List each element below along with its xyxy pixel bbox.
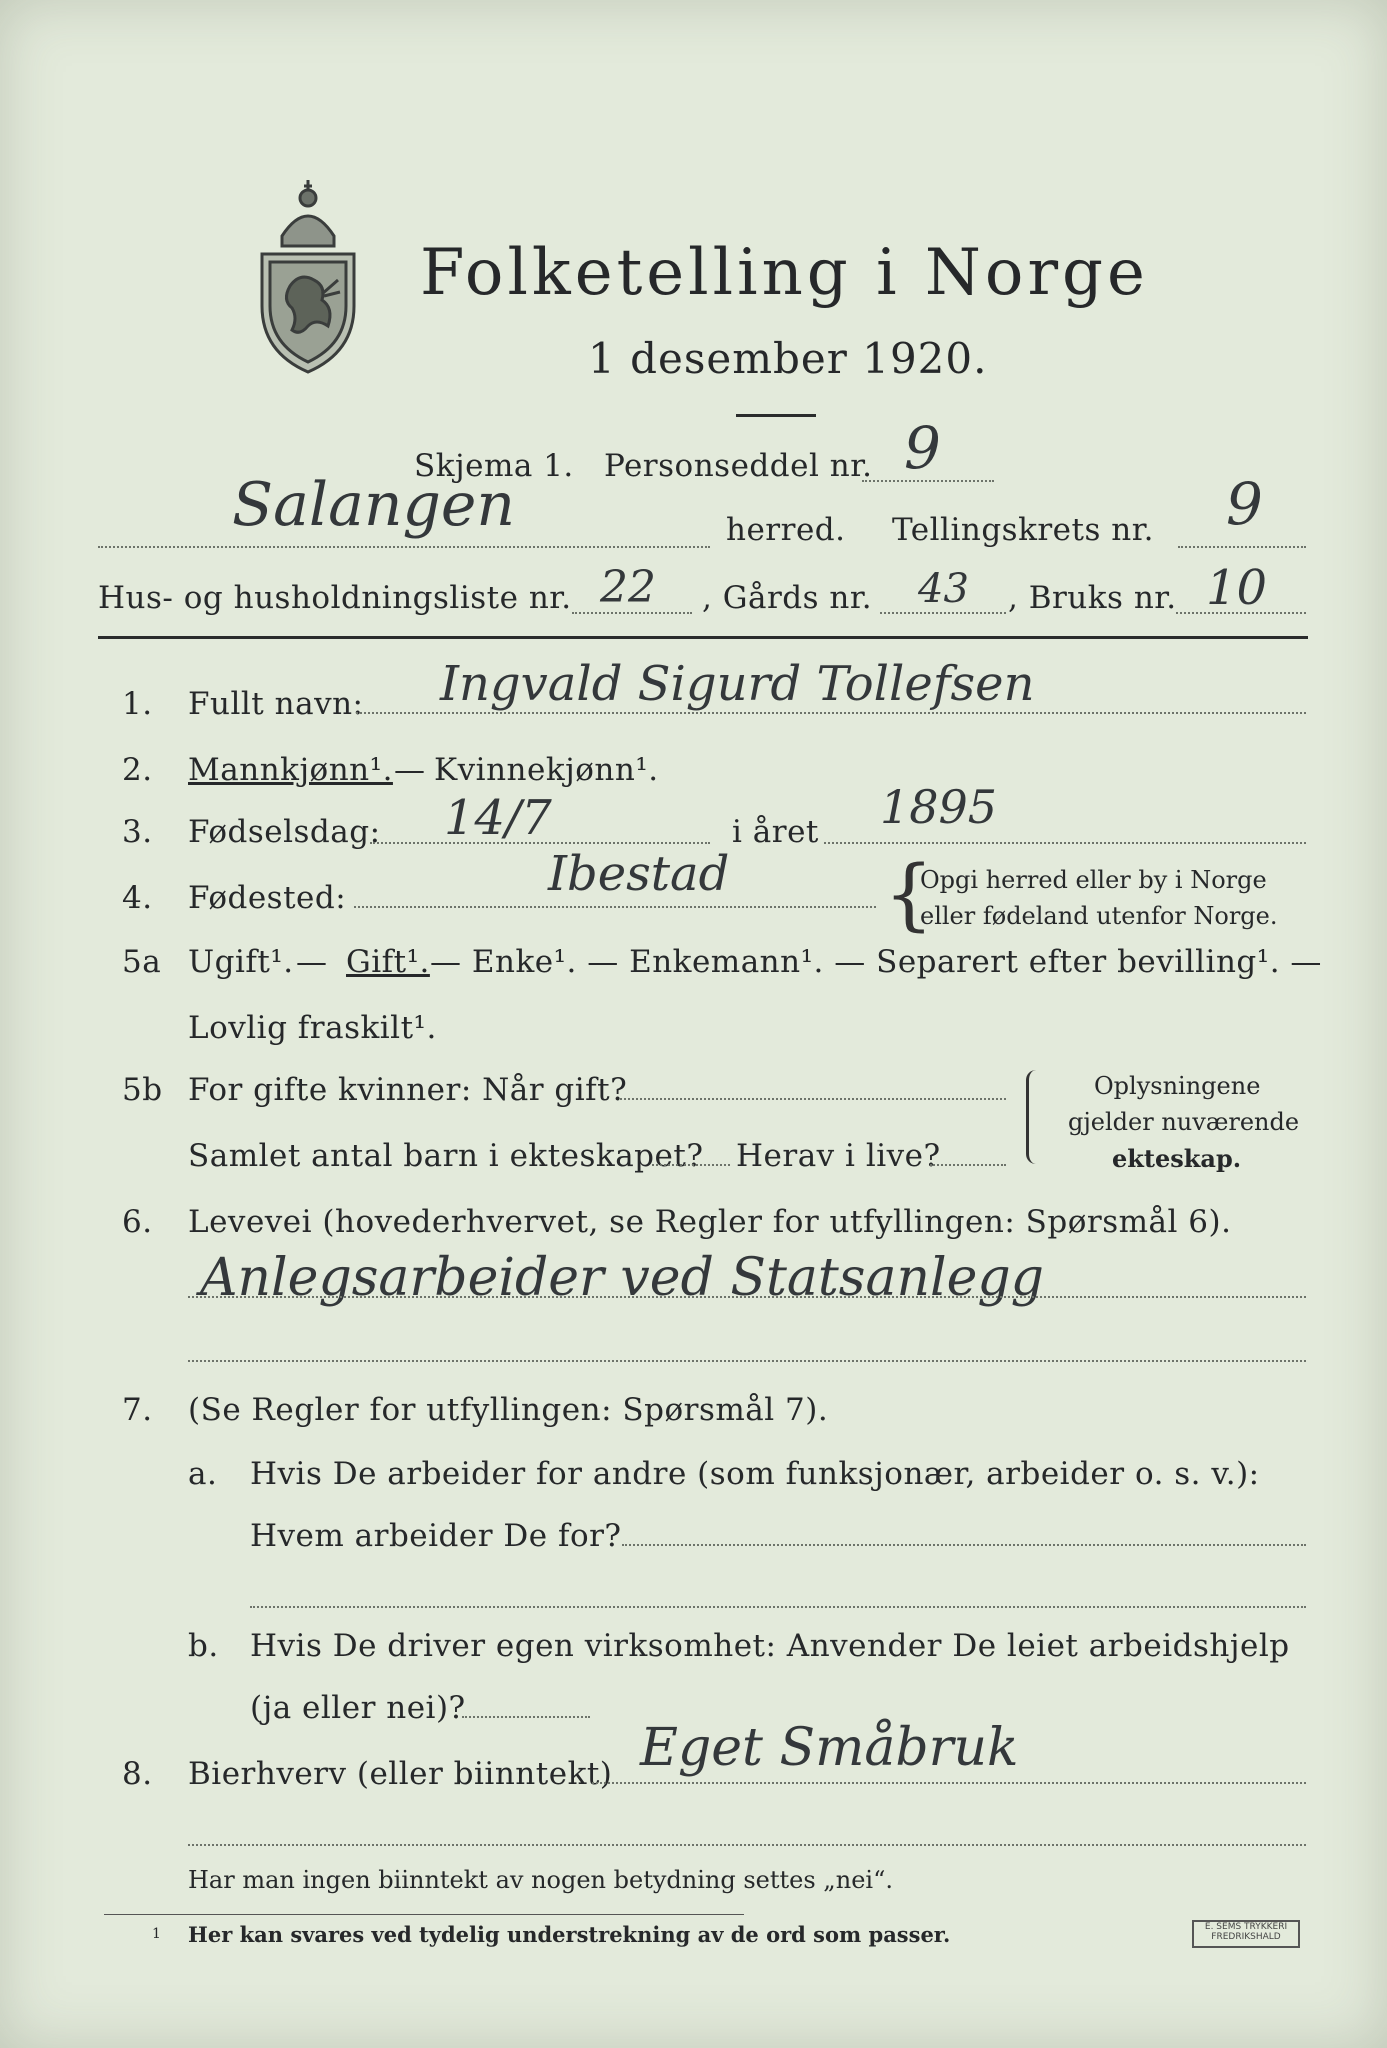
personseddel-value[interactable]: 9	[904, 414, 941, 482]
birth-year-line	[824, 842, 1306, 844]
gards-value[interactable]: 43	[918, 566, 969, 612]
tellingskrets-value[interactable]: 9	[1226, 470, 1263, 538]
side-income-line-1	[592, 1782, 1306, 1784]
birthplace-note-line1: Opgi herred eller by i Norge	[920, 866, 1267, 894]
form-title: Folketelling i Norge	[420, 236, 1149, 310]
q3-label: Fødselsdag:	[188, 814, 381, 850]
personseddel-label: Personseddel nr.	[604, 448, 873, 484]
hired-help-label: (ja eller nei)?	[250, 1690, 466, 1726]
herred-label: herred.	[726, 512, 846, 548]
employer-line-1	[622, 1544, 1306, 1546]
side-income-note: Har man ingen biinntekt av nogen betydning settes „nei“.	[188, 1866, 893, 1894]
husliste-value[interactable]: 22	[600, 562, 656, 613]
printer-stamp	[1192, 1920, 1300, 1948]
q6-label: Levevei (hovederhvervet, se Regler for utfyllingen: Spørsmål 6).	[188, 1204, 1232, 1240]
q5a-number: 5a	[122, 944, 162, 980]
side-income-value[interactable]: Eget Småbruk	[640, 1718, 1019, 1778]
married-when-line	[620, 1098, 1006, 1100]
bruks-label: , Bruks nr.	[1008, 580, 1177, 616]
birth-year-value[interactable]: 1895	[880, 780, 998, 834]
q7b-text: Hvis De driver egen virksomhet: Anvender De leiet arbeidshjelp	[250, 1628, 1290, 1664]
q4-label: Fødested:	[188, 880, 347, 916]
husliste-label: Hus- og husholdningsliste nr.	[98, 580, 572, 616]
tellingskrets-line	[1178, 546, 1306, 548]
tellingskrets-label: Tellingskrets nr.	[892, 512, 1154, 548]
skjema-label: Skjema 1.	[414, 448, 574, 484]
herred-value[interactable]: Salangen	[232, 470, 516, 540]
q2-number: 2.	[122, 752, 153, 788]
q7a-text: Hvis De arbeider for andre (som funksjonær, arbeider o. s. v.):	[250, 1456, 1260, 1492]
footnote-marker: 1	[152, 1926, 161, 1942]
employer-line-2	[250, 1606, 1306, 1608]
birthplace-value[interactable]: Ibestad	[548, 846, 730, 902]
birth-year-label: i året	[732, 814, 819, 850]
norwegian-coat-of-arms-icon	[252, 176, 364, 376]
gards-label: , Gårds nr.	[702, 580, 873, 616]
q7a-number: a.	[188, 1456, 218, 1492]
printer-stamp-line2: FREDRIKSHALD	[1211, 1932, 1281, 1942]
bruks-value[interactable]: 10	[1206, 560, 1268, 616]
status-separator: —	[296, 944, 328, 980]
q8-number: 8.	[122, 1756, 153, 1792]
full-name-value[interactable]: Ingvald Sigurd Tollefsen	[440, 656, 1035, 712]
q7-number: 7.	[122, 1392, 153, 1428]
occupation-line-2	[188, 1360, 1306, 1362]
marriage-note-line2	[1068, 1108, 1299, 1136]
q1-label: Fullt navn:	[188, 686, 364, 722]
marriage-note-line2-text: gjelder nuværende	[1068, 1108, 1300, 1136]
q7b-number: b.	[188, 1628, 219, 1664]
herred-line	[98, 546, 710, 548]
marriage-note-line3: ekteskap.	[1112, 1144, 1242, 1173]
status-gift-option[interactable]: Gift¹.	[346, 944, 430, 980]
q4-number: 4.	[122, 880, 153, 916]
children-total-label: Samlet antal barn i ekteskapet?	[188, 1138, 704, 1174]
hired-help-line	[462, 1716, 590, 1718]
birthday-value[interactable]: 14/7	[444, 790, 552, 846]
married-when-label: For gifte kvinner: Når gift?	[188, 1072, 628, 1108]
q6-number: 6.	[122, 1204, 153, 1240]
children-alive-line	[930, 1164, 1006, 1166]
q1-number: 1.	[122, 686, 153, 722]
birthplace-line	[354, 906, 876, 908]
q5b-number: 5b	[122, 1072, 163, 1108]
header-divider	[98, 636, 1308, 639]
printer-stamp-line1: E. SEMS TRYKKERI	[1204, 1922, 1288, 1932]
status-fraskilt-option[interactable]: Lovlig fraskilt¹.	[188, 1010, 437, 1046]
marriage-note-line1: Oplysningene	[1094, 1072, 1261, 1100]
status-ugift-option[interactable]: Ugift¹.	[188, 944, 294, 980]
occupation-value[interactable]: Anlegsarbeider ved Statsanlegg	[200, 1248, 1044, 1308]
footnote-divider	[104, 1914, 744, 1915]
q8-label: Bierhverv (eller biinntekt)	[188, 1756, 613, 1792]
form-date: 1 desember 1920.	[588, 334, 988, 383]
side-income-line-2	[188, 1844, 1306, 1846]
marriage-note-bracket	[1026, 1070, 1041, 1164]
birthplace-note-brace: {	[884, 850, 934, 940]
q7-label: (Se Regler for utfyllingen: Spørsmål 7).	[188, 1392, 829, 1428]
gender-separator: —	[394, 752, 426, 788]
title-rule	[736, 414, 816, 417]
footnote-text: Her kan svares ved tydelig understrekning av de ord som passer.	[188, 1922, 951, 1947]
employer-label: Hvem arbeider De for?	[250, 1518, 622, 1554]
birthplace-note-line2: eller fødeland utenfor Norge.	[920, 902, 1278, 930]
q3-number: 3.	[122, 814, 153, 850]
children-total-line	[652, 1164, 730, 1166]
status-other-options[interactable]: — Enke¹. — Enkemann¹. — Separert efter bevilling¹. —	[430, 944, 1322, 980]
gender-male-option[interactable]: Mannkjønn¹.	[188, 752, 393, 788]
occupation-line-1	[188, 1296, 1306, 1298]
children-alive-label: Herav i live?	[736, 1138, 941, 1174]
gender-female-option[interactable]: Kvinnekjønn¹.	[434, 752, 659, 788]
gards-line	[880, 612, 1006, 614]
q1-line	[356, 712, 1306, 714]
